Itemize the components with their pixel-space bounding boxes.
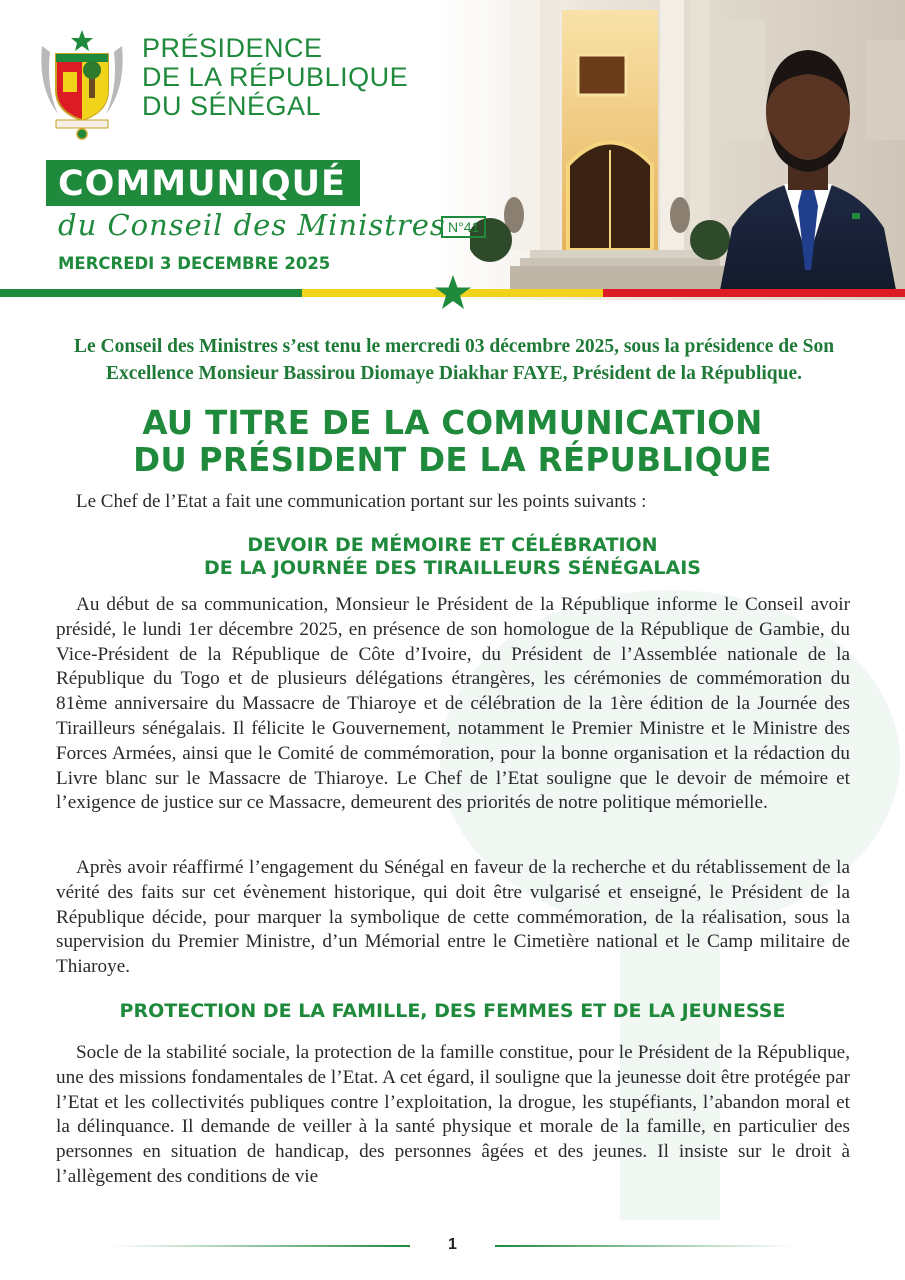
meeting-date: MERCREDI 3 DECEMBRE 2025 (58, 254, 331, 273)
footer-divider-right (495, 1245, 795, 1247)
communique-banner (46, 160, 360, 206)
green-star-icon (434, 274, 472, 312)
section-title-line-2: DU PRÉSIDENT DE LA RÉPUBLIQUE (133, 441, 772, 479)
issue-number-badge: N°41 (441, 216, 486, 238)
subsection-title-memoire-line-2: DE LA JOURNÉE DES TIRAILLEURS SÉNÉGALAIS (204, 557, 701, 579)
subsection-title-famille: PROTECTION DE LA FAMILLE, DES FEMMES ET DE LA JEUNESSE (119, 1000, 786, 1022)
presidency-line-3: DU SÉNÉGAL (142, 91, 322, 121)
paragraph-memoire-1: Au début de sa communication, Monsieur le Président de la République informe le Conseil avoir présidé, le lundi 1er décembre 2025, en présence de son homologue de la République de Gambie, du Vice-Président de la République de Côte d’Ivoire, du Président de l’Assemblée nationale de la République du Togo et de plusieurs délégations étrangères, les cérémonies de commémoration du 81ème anniversaire du Massacre de Thiaroye et de célébration de la 1ère édition de la Journée des Tirailleurs sénégalais. Il félicite le Gouvernement, notamment le Premier Ministre et le Ministre des Forces Armées, ainsi que le Comité de commémoration, pour la bonne organisation et la rédaction du Livre blanc sur le Massacre de Thiaroye. Le Chef de l’Etat souligne que le devoir de mémoire et l’exigence de justice sur ce Massacre, demeurent des priorités de notre politique mémorielle. (56, 594, 850, 814)
subsection-title-memoire-line-1: DEVOIR DE MÉMOIRE ET CÉLÉBRATION (247, 534, 658, 556)
section-title (0, 405, 905, 479)
paragraph-memoire-2: Après avoir réaffirmé l’engagement du Sénégal en faveur de la recherche et du rétablissement de la vérité des faits sur cet évènement historique, qui doit être vulgarisé et enseigné, le Président de la République décide, pour marquer la symbolique de cette commémoration, de la réalisation, sous la supervision du Premier Ministre, d’un Mémorial entre le Cimetière national et le Camp militaire de Thiaroye. (56, 857, 850, 978)
presidency-title (142, 34, 408, 121)
header-banner (0, 0, 905, 300)
subsection-title-memoire (0, 534, 905, 580)
paragraph-famille: Socle de la stabilité sociale, la protection de la famille constitue, pour le Président de la République, une des missions fondamentales de l’Etat. A cet égard, il souligne que la jeunesse doit être protégée par l’Etat et les collectivités publiques contre l’exploitation, la drogue, les stupéfiants, l’abandon moral et la délinquance. Il demande de veiller à la santé physique et morale de la famille, en particulier des personnes en situation de handicap, des personnes âgées et des jeunes. Il insiste sur le droit à l’allègement des conditions de vie (56, 1042, 850, 1187)
page-number: 1 (448, 1236, 457, 1253)
conseil-subtitle: du Conseil des Ministres (58, 208, 446, 242)
lead-sentence: Le Chef de l’Etat a fait une communication portant sur les points suivants : (76, 491, 647, 512)
coat-of-arms-emblem (36, 28, 128, 140)
presidency-line-1: PRÉSIDENCE (142, 33, 323, 63)
palace-and-president-photo (470, 0, 905, 290)
intro-paragraph: Le Conseil des Ministres s’est tenu le mercredi 03 décembre 2025, sous la présidence de Son Excellence Monsieur Bassirou Diomaye Diakhar FAYE, Président de la République. (73, 336, 835, 384)
flag-green-stripe (0, 289, 302, 297)
flag-red-stripe (603, 289, 905, 297)
presidency-line-2: DE LA RÉPUBLIQUE (142, 62, 409, 92)
communique-title: COMMUNIQUÉ (58, 164, 346, 204)
section-title-line-1: AU TITRE DE LA COMMUNICATION (142, 404, 763, 442)
